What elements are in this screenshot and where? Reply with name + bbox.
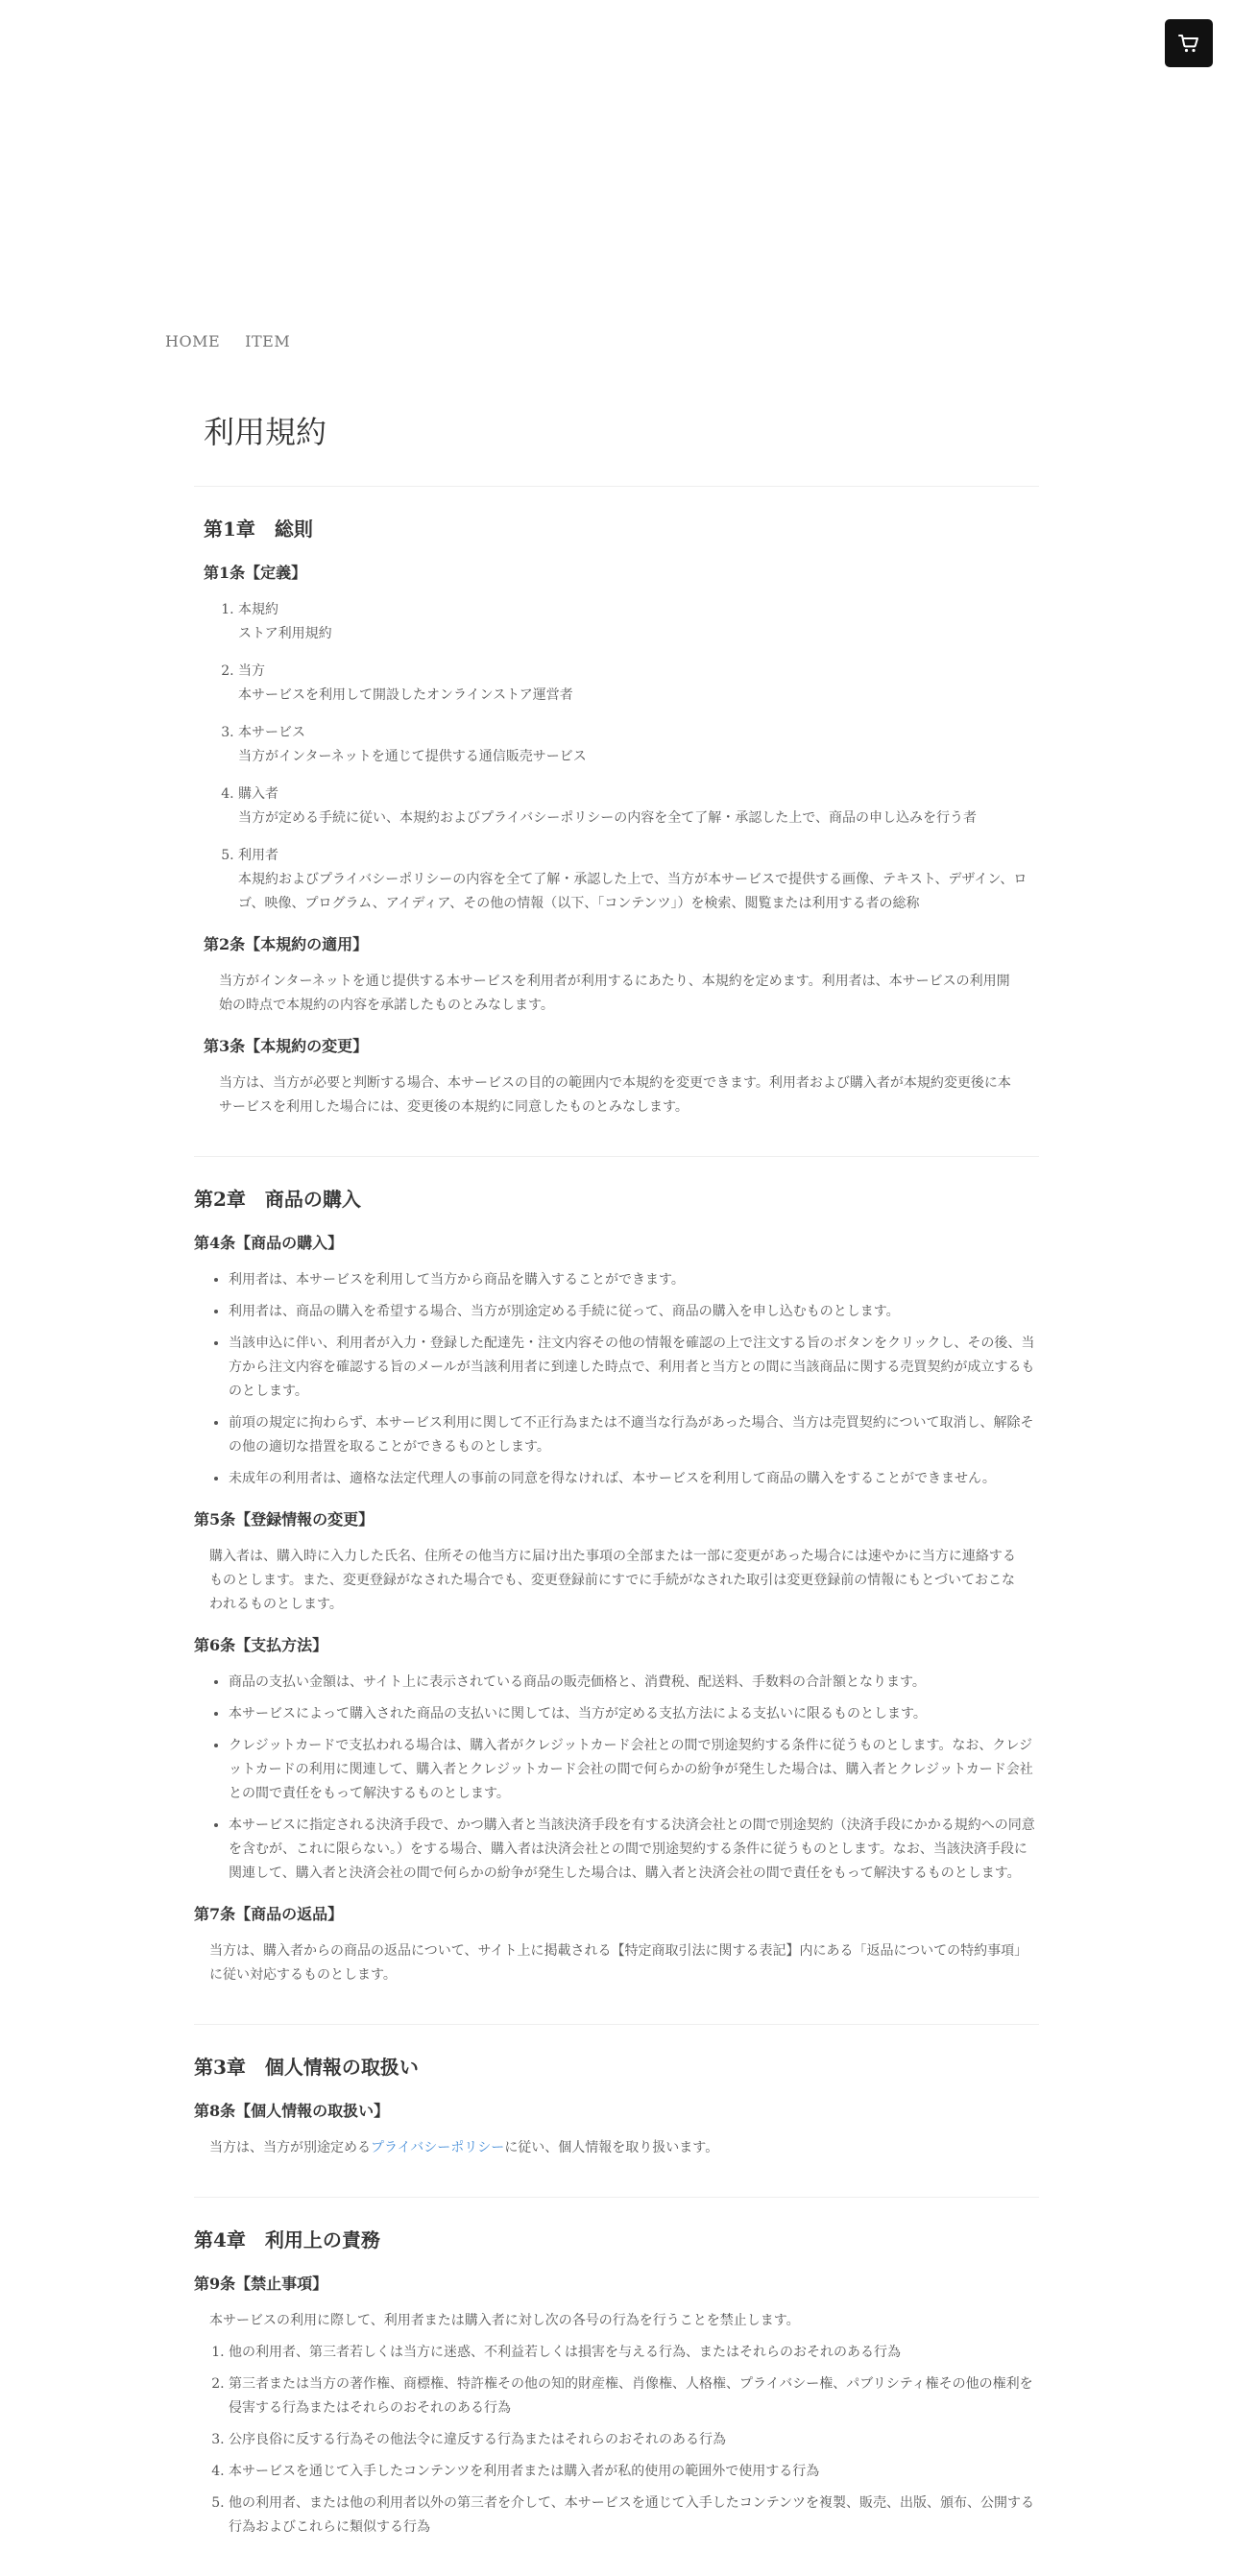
definition-term: 2. 当方 xyxy=(238,663,265,679)
privacy-policy-link[interactable]: プライバシーポリシー xyxy=(371,2140,505,2155)
list-item: • 未成年の利用者は、適格な法定代理人の事前の同意を得なければ、本サービスを利用して商品の購入をすることができません。 xyxy=(229,1467,1039,1491)
list-item: 3. 公序良俗に反する行為その他法令に違反する行為またはそれらのおそれのある行為 xyxy=(229,2428,1039,2452)
article-title: 第8条【個人情報の取扱い】 xyxy=(194,2102,390,2120)
chapter-title: 第1章 総則 xyxy=(204,518,313,541)
definition-list xyxy=(204,598,1029,916)
article-body xyxy=(194,2136,1039,2160)
main-nav xyxy=(165,332,290,350)
list-item: • 利用者は、商品の購入を希望する場合、当方が別途定める手続に従って、商品の購入を申し込むものとします。 xyxy=(229,1300,1039,1324)
chapter-title: 第3章 個人情報の取扱い xyxy=(194,2056,419,2079)
page-title: 利用規約 xyxy=(204,414,327,450)
chapter-title: 第2章 商品の購入 xyxy=(194,1188,361,1211)
nav-home-link[interactable]: HOME xyxy=(165,332,221,350)
list-item: • 商品の支払い金額は、サイト上に表示されている商品の販売価格と、消費税、配送料、手数料の合計額となります。 xyxy=(229,1671,1039,1695)
cart-button[interactable] xyxy=(1165,19,1213,67)
article-title: 第1条【定義】 xyxy=(204,564,307,582)
list-item: • 当該申込に伴い、利用者が入力・登録した配達先・注文内容その他の情報を確認の上で注文する旨のボタンをクリックし、その後、当方から注文内容を確認する旨のメールが当該利用者に到達した時点で、利用者と当方との間に当該商品に関する売買契約が成立するものとします。 xyxy=(229,1332,1039,1404)
list-item xyxy=(238,660,1029,708)
list-item: 2. 第三者または当方の著作権、商標権、特許権その他の知的財産権、肖像権、人格権、プライバシー権、パブリシティ権その他の権利を侵害する行為またはそれらのおそれのある行為 xyxy=(229,2372,1039,2420)
nav-item-link[interactable]: ITEM xyxy=(245,332,291,350)
list-item: 4. 本サービスを通じて入手したコンテンツを利用者または購入者が私的使用の範囲外で使用する行為 xyxy=(229,2460,1039,2484)
definition-term: 3. 本サービス xyxy=(238,725,305,740)
article-title: 第4条【商品の購入】 xyxy=(194,1234,344,1252)
chapter-2 xyxy=(194,1157,1039,2024)
chapter-4 xyxy=(194,2198,1039,2576)
bullet-list xyxy=(194,1268,1039,1491)
list-item: 5. 他の利用者、または他の利用者以外の第三者を介して、本サービスを通じて入手したコンテンツを複製、販売、出版、頒布、公開する行為およびこれらに類似する行為 xyxy=(229,2492,1039,2540)
article-title: 第7条【商品の返品】 xyxy=(194,1905,344,1923)
chapter-1 xyxy=(194,487,1039,1156)
article-title: 第2条【本規約の適用】 xyxy=(204,935,369,953)
article-title: 第9条【禁止事項】 xyxy=(194,2275,328,2293)
list-item: • 前項の規定に拘わらず、本サービス利用に関して不正行為または不適当な行為があった場合、当方は売買契約について取消し、解除その他の適切な措置を取ることができるものとします。 xyxy=(229,1411,1039,1459)
definition-desc: 本規約およびプライバシーポリシーの内容を全て了解・承認した上で、当方が本サービスで提供する画像、テキスト、デザイン、ロゴ、映像、プログラム、アイディア、その他の情報（以下、「コンテンツ」）を検索、閲覧または利用する者の総称 xyxy=(238,872,1028,911)
article-body: 当方は、購入者からの商品の返品について、サイト上に掲載される【特定商取引法に関する表記】内にある「返品についての特約事項」に従い対応するものとします。 xyxy=(209,1943,1022,1983)
article-body: 購入者は、購入時に入力した氏名、住所その他当方に届け出た事項の全部または一部に変更があった場合には速やかに当方に連絡するものとします。また、変更登録がなされた場合でも、変更登録前にすでに手続がなされた取引は変更登録前の情報にもとづいておこなわれるものとします。 xyxy=(209,1549,1016,1612)
bullet-list xyxy=(194,1671,1039,1886)
list-item: • クレジットカードで支払われる場合は、購入者がクレジットカード会社との間で別途契約する条件に従うものとします。なお、クレジットカードの利用に関連して、購入者とクレジットカード会社の間で何らかの紛争が発生した場合は、購入者とクレジットカード会社との間で責任をもって解決するものとします。 xyxy=(229,1734,1039,1806)
definition-term: 4. 購入者 xyxy=(238,786,278,802)
definition-desc: ストア利用規約 xyxy=(238,626,332,641)
list-item xyxy=(238,844,1029,916)
list-item: • 利用者は、本サービスを利用して当方から商品を購入することができます。 xyxy=(229,1268,1039,1292)
numbered-list xyxy=(194,2341,1039,2540)
list-item: 1. 他の利用者、第三者若しくは当方に迷惑、不利益若しくは損害を与える行為、またはそれらのおそれのある行為 xyxy=(229,2341,1039,2365)
chapter-3 xyxy=(194,2025,1039,2197)
article-body-text: に従い、個人情報を取り扱います。 xyxy=(504,2140,719,2155)
list-item xyxy=(238,782,1029,831)
article-title: 第6条【支払方法】 xyxy=(194,1636,328,1654)
article-title: 第5条【登録情報の変更】 xyxy=(194,1510,375,1529)
terms-page xyxy=(194,403,1039,2576)
list-item xyxy=(238,598,1029,646)
definition-term: 1. 本規約 xyxy=(238,602,278,617)
list-item: • 本サービスによって購入された商品の支払いに関しては、当方が定める支払方法による支払いに限るものとします。 xyxy=(229,1702,1039,1726)
definition-desc: 当方が定める手続に従い、本規約およびプライバシーポリシーの内容を全て了解・承認した上で、商品の申し込みを行う者 xyxy=(238,810,978,826)
definition-desc: 本サービスを利用して開設したオンラインストア運営者 xyxy=(238,687,573,703)
cart-icon xyxy=(1177,32,1200,55)
article-body: 当方は、当方が必要と判断する場合、本サービスの目的の範囲内で本規約を変更できます。利用者および購入者が本規約変更後に本サービスを利用した場合には、変更後の本規約に同意したものとみなします。 xyxy=(219,1075,1011,1115)
chapter-title: 第4章 利用上の責務 xyxy=(194,2228,380,2251)
definition-term: 5. 利用者 xyxy=(238,848,278,863)
article-body-text: 当方は、当方が別途定める xyxy=(209,2140,371,2155)
article-body: 本サービスの利用に際して、利用者または購入者に対し次の各号の行為を行うことを禁止します。 xyxy=(209,2313,800,2328)
definition-desc: 当方がインターネットを通じて提供する通信販売サービス xyxy=(238,749,587,764)
article-title: 第3条【本規約の変更】 xyxy=(204,1037,369,1055)
list-item: • 本サービスに指定される決済手段で、かつ購入者と当該決済手段を有する決済会社との間で別途契約（決済手段にかかる規約への同意を含むが、これに限らない。）をする場合、購入者は決済会社との間で別途契約する条件に従うものとします。なお、当該決済手段に関連して、購入者と決済会社の間で何らかの紛争が発生した場合は、購入者と決済会社の間で責任をもって解決するものとします。 xyxy=(229,1814,1039,1886)
article-body: 当方がインターネットを通じ提供する本サービスを利用者が利用するにあたり、本規約を定めます。利用者は、本サービスの利用開始の時点で本規約の内容を承諾したものとみなします。 xyxy=(219,974,1010,1013)
list-item xyxy=(238,721,1029,769)
